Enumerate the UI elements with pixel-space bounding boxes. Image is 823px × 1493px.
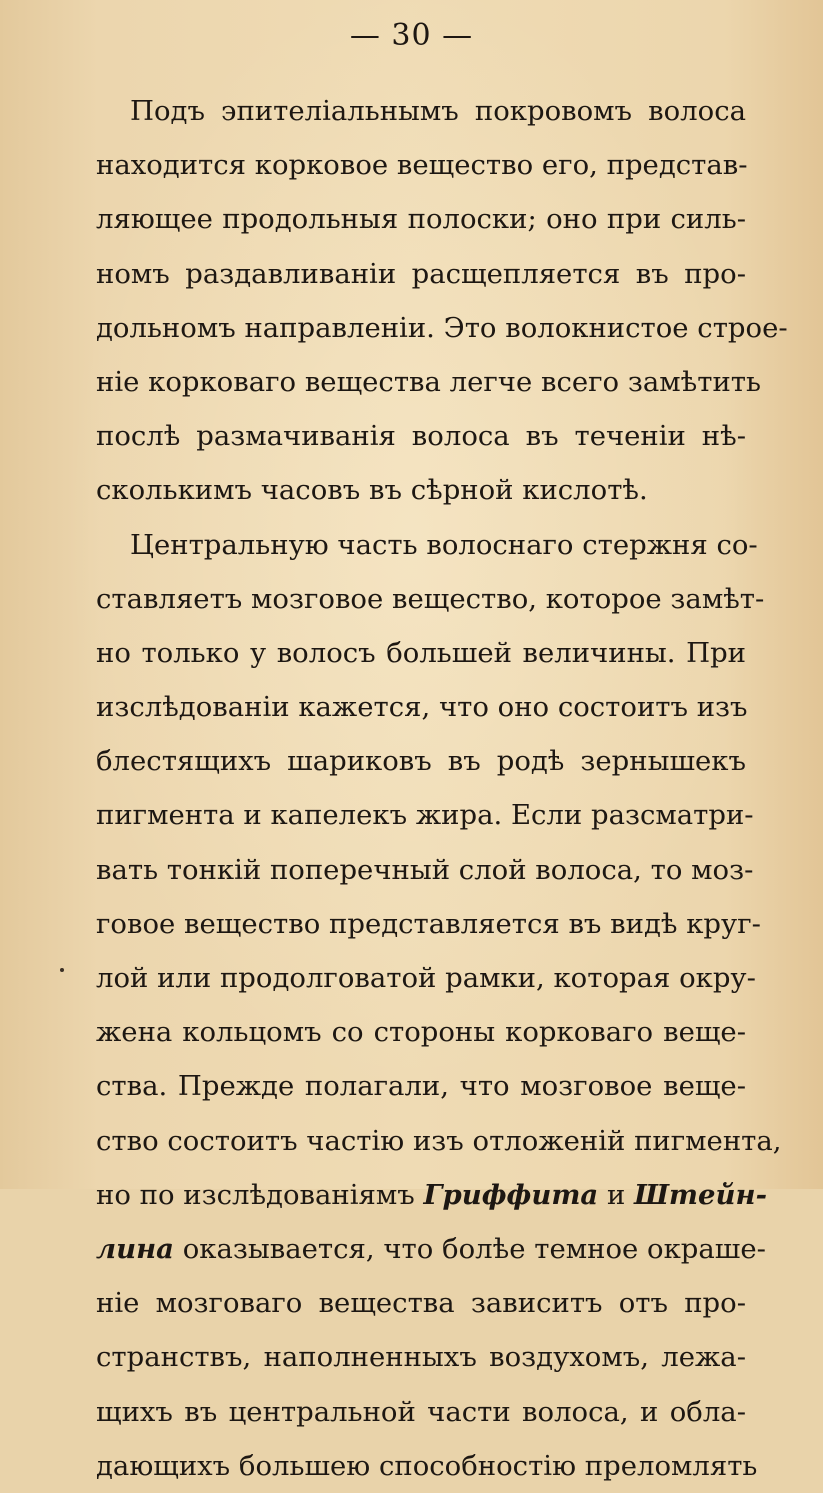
text-segment: ніе мозговаго вещества зависитъ отъ про- <box>96 1287 746 1320</box>
text-segment: жена кольцомъ со стороны корковаго веще- <box>96 1016 746 1049</box>
text-line <box>96 843 754 897</box>
text-line <box>96 138 746 192</box>
text-line <box>96 626 746 680</box>
text-line <box>96 1276 746 1330</box>
text-line <box>96 1330 746 1384</box>
text-line <box>96 897 761 951</box>
text-segment: номъ раздавливаніи расщепляется въ про- <box>96 257 746 290</box>
text-line <box>96 84 746 138</box>
text-line <box>96 1385 746 1439</box>
text-line <box>96 518 758 572</box>
text-line <box>96 1222 766 1276</box>
text-segment: но только у волосъ большей величины. При <box>96 636 746 669</box>
emphasized-name: Штейн- <box>634 1178 767 1211</box>
text-segment: но по изслѣдованіямъ <box>96 1178 424 1211</box>
text-segment: сколькимъ часовъ въ сѣрной кислотѣ. <box>96 474 648 507</box>
text-segment: послѣ размачиванія волоса въ теченіи нѣ- <box>96 420 746 453</box>
margin-dot <box>60 968 64 972</box>
text-line <box>96 788 754 842</box>
text-line <box>96 409 746 463</box>
text-line <box>96 1059 746 1113</box>
text-line <box>96 1439 758 1493</box>
text-line <box>96 1114 782 1168</box>
text-line <box>96 301 788 355</box>
text-segment: щихъ въ центральной части волоса, и обла- <box>96 1395 746 1428</box>
text-segment: ніе корковаго вещества легче всего замѣтить <box>96 365 761 398</box>
text-segment: находится корковое вещество его, представ- <box>96 149 748 182</box>
emphasized-name: Гриффита <box>423 1178 599 1211</box>
text-segment: странствъ, наполненныхъ воздухомъ, лежа- <box>96 1341 746 1374</box>
text-line <box>96 355 761 409</box>
text-segment: лой или продолговатой рамки, которая окру- <box>96 962 756 994</box>
body-text <box>96 84 788 1493</box>
text-line <box>96 951 756 1005</box>
text-line <box>96 192 746 246</box>
text-segment: блестящихъ шариковъ въ родѣ зернышекъ <box>96 745 746 778</box>
text-segment: ляющее продольныя полоски; оно при силь- <box>96 203 746 236</box>
text-segment: дольномъ направленіи. Это волокнистое строе- <box>96 311 788 344</box>
text-line <box>96 1168 767 1222</box>
text-segment: Подъ эпителіальнымъ покровомъ волоса <box>130 95 746 127</box>
text-segment: вать тонкій поперечный слой волоса, то моз- <box>96 853 754 886</box>
text-line <box>96 1005 746 1059</box>
page-number: — 30 — <box>349 18 474 53</box>
text-line <box>96 247 746 301</box>
text-line <box>96 572 765 626</box>
text-line <box>96 680 746 734</box>
text-segment: дающихъ большею способностію преломлять <box>96 1449 758 1482</box>
text-line <box>96 734 746 788</box>
text-segment: пигмента и капелекъ жира. Если разсматри- <box>96 799 754 832</box>
text-segment: ставляетъ мозговое вещество, которое замѣт- <box>96 582 765 615</box>
emphasized-name: лина <box>96 1232 174 1265</box>
text-line <box>96 463 746 517</box>
text-segment: ства. Прежде полагали, что мозговое веще- <box>96 1070 746 1103</box>
text-segment: изслѣдованіи кажется, что оно состоитъ изъ <box>96 691 748 724</box>
text-segment: говое вещество представляется въ видѣ круг- <box>96 907 761 940</box>
text-segment: и <box>598 1178 635 1211</box>
text-segment: Центральную часть волоснаго стержня со- <box>130 528 758 561</box>
text-segment: ство состоитъ частію изъ отложеній пигмента, <box>96 1124 782 1157</box>
text-segment: оказывается, что болѣе темное окраше- <box>174 1232 766 1265</box>
